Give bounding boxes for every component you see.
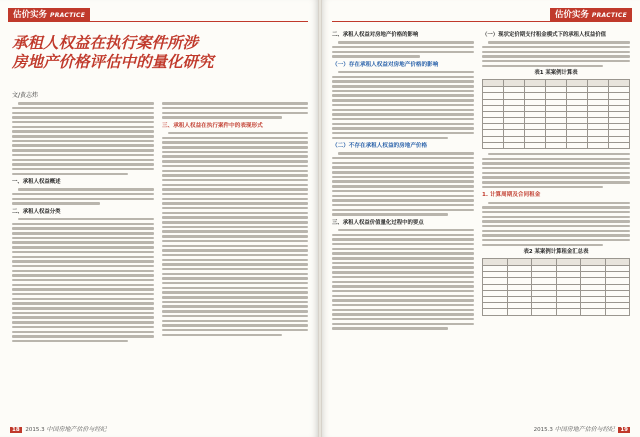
case-heading: （一）现状定价期支付租金模式下的承租人权益价值 [482, 32, 606, 38]
left-column-2 [162, 100, 308, 338]
section-title-en: PRACTICE [50, 12, 86, 19]
section-heading-3: 三、承租人权益在执行案件中的表现形式 [162, 122, 263, 129]
section-title: 估价实务 [13, 10, 48, 20]
article-title [12, 33, 212, 71]
issue-date: 2015.3 [25, 427, 45, 433]
page-number: 19 [620, 427, 628, 433]
sub-heading-2: （二）不存在承租人权益的房地产价格 [332, 143, 428, 150]
magazine-name: 中国房地产估价与经纪 [554, 426, 615, 433]
left-page [0, 0, 318, 437]
section-tab-left [8, 8, 90, 22]
section-heading-1: 一、承租人权益概述 [12, 179, 61, 185]
section-title-en: PRACTICE [591, 12, 627, 19]
footer-left [8, 424, 106, 433]
table-1 [482, 79, 630, 149]
footer-right [534, 424, 632, 433]
sub-heading-1: （一）存在承租人权益对房地产价格的影响 [332, 61, 439, 68]
right-column-1 [332, 28, 474, 332]
left-column-1 [12, 100, 154, 345]
issue-date: 2015.3 [533, 427, 553, 433]
section-title: 估价实务 [554, 10, 589, 20]
right-page [322, 0, 640, 437]
author-byline: 文/黄志炜 [12, 92, 39, 99]
article-title-line-2: 房地产价格评估中的量化研究 [12, 52, 214, 71]
calc-heading: 1. 计算周期及合同租金 [482, 192, 541, 199]
table-1-caption: 表1 某案例计算表 [534, 70, 578, 77]
section-heading-2: 二、承租人权益分类 [12, 208, 61, 215]
header-rule [332, 21, 632, 22]
magazine-name: 中国房地产估价与经纪 [46, 426, 107, 433]
section-tab-right [550, 8, 632, 22]
article-title-line-1: 承租人权益在执行案件所涉 [12, 33, 199, 52]
header-rule [8, 21, 308, 22]
right-column-2 [482, 28, 630, 316]
section-heading-a: 二、承租人权益对房地产价格的影响 [332, 32, 419, 38]
table-2-caption: 表2 某案例计算租金汇总表 [523, 249, 589, 256]
table-2 [482, 258, 630, 316]
section-heading-b: 三、承租人权益价值量化过程中的要点 [332, 219, 424, 226]
page-number: 18 [12, 427, 20, 433]
